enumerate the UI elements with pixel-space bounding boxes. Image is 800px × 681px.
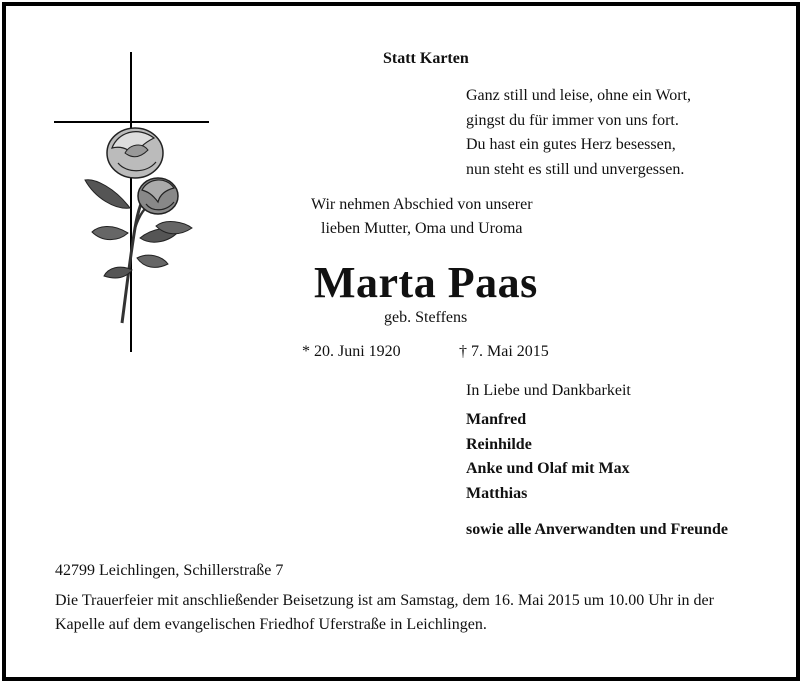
mourner-name: Matthias	[466, 484, 528, 502]
statt-karten-heading: Statt Karten	[383, 50, 469, 67]
intro-line-1: Wir nehmen Abschied von unserer	[311, 196, 533, 213]
mourners-intro: In Liebe und Dankbarkeit	[466, 382, 631, 399]
address: 42799 Leichlingen, Schillerstraße 7	[55, 562, 284, 579]
mourners-list	[466, 408, 630, 506]
poem-line: gingst du für immer von uns fort.	[466, 111, 679, 129]
mourner-name: Anke und Olaf mit Max	[466, 460, 630, 477]
mourner-name: Manfred	[466, 411, 527, 428]
poem-line: nun steht es still und unvergessen.	[466, 160, 685, 178]
mourner-name: Reinhilde	[466, 435, 532, 453]
poem	[466, 84, 691, 182]
mourners-others: sowie alle Anverwandten und Freunde	[466, 521, 728, 538]
deceased-name: Marta Paas	[314, 258, 538, 307]
ceremony-line-2: Kapelle auf dem evangelischen Friedhof Uferstraße in Leichlingen.	[55, 616, 487, 633]
poem-line: Ganz still und leise, ohne ein Wort,	[466, 87, 692, 104]
ceremony-line-1: Die Trauerfeier mit anschließender Beisetzung ist am Samstag, dem 16. Mai 2015 um 10.00 Uhr in der	[55, 592, 714, 609]
death-date: † 7. Mai 2015	[459, 343, 549, 360]
intro-line-2: lieben Mutter, Oma und Uroma	[321, 220, 523, 237]
rose-icon	[80, 118, 210, 348]
birth-date: * 20. Juni 1920	[302, 343, 401, 360]
birth-name: geb. Steffens	[384, 309, 468, 326]
poem-line: Du hast ein gutes Herz besessen,	[466, 136, 676, 153]
